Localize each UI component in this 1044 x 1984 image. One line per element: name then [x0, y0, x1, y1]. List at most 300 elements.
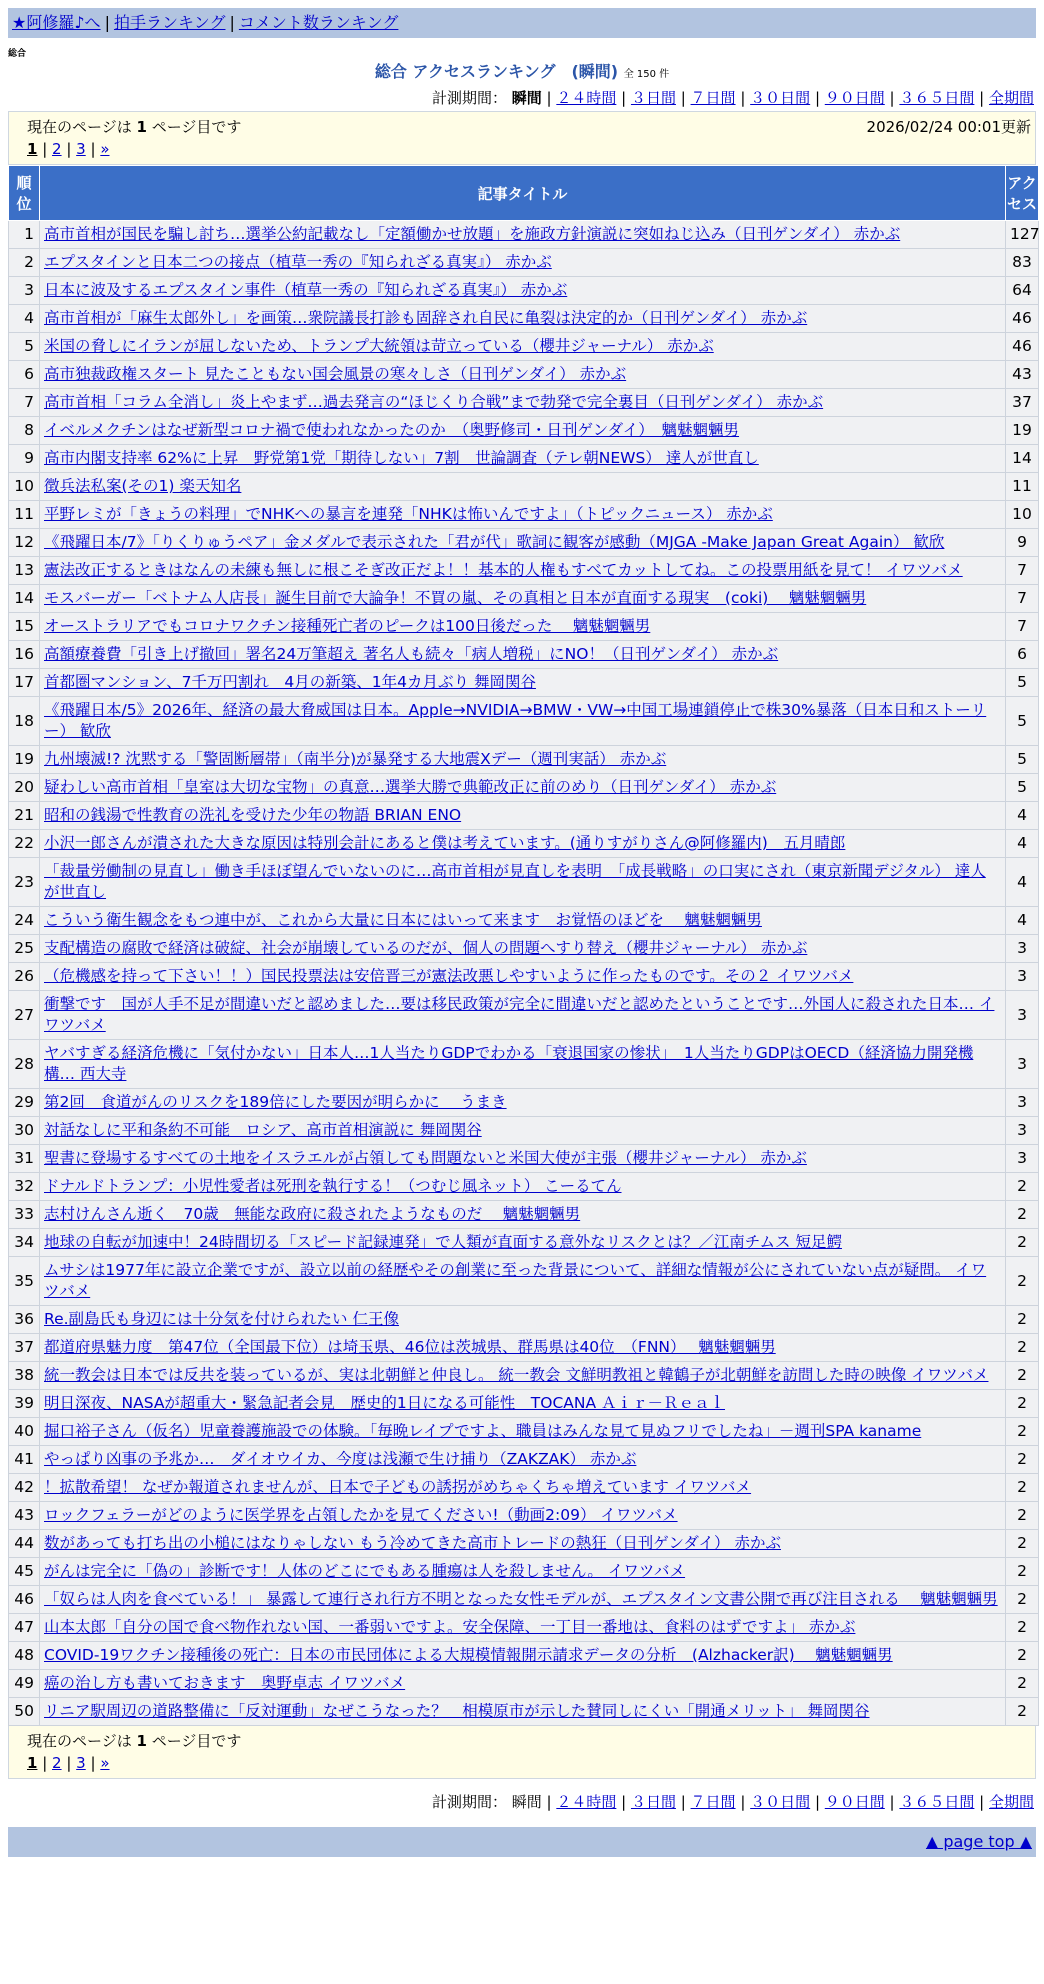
article-link[interactable]: 「奴らは人肉を食べている！」 暴露して連行され行方不明となった女性モデルが、エプスタイン文書公開で再び注目される 魑魅魍魎男	[44, 1590, 998, 1608]
title-cell	[40, 1418, 1006, 1446]
table-row	[9, 1530, 1039, 1558]
top-nav-bar	[8, 8, 1036, 38]
article-link[interactable]: 掘口裕子さん（仮名）児童養護施設での体験。「毎晩レイプですよ、職員はみんな見て見ぬフリでしたね」－週刊SPA kaname	[44, 1422, 922, 1440]
period-label: 計測期間：	[431, 89, 512, 107]
ranking-table	[8, 165, 1039, 1726]
rank-cell: 5	[9, 333, 40, 361]
access-cell: 2	[1006, 1418, 1039, 1446]
table-row	[9, 1670, 1039, 1698]
access-cell: 46	[1006, 333, 1039, 361]
access-cell: 2	[1006, 1201, 1039, 1229]
title-cell	[40, 1614, 1006, 1642]
access-cell: 2	[1006, 1558, 1039, 1586]
rank-cell: 24	[9, 907, 40, 935]
title-cell	[40, 361, 1006, 389]
table-row	[9, 1418, 1039, 1446]
article-link[interactable]: イベルメクチンはなぜ新型コロナ禍で使われなかったのか （奥野修司・日刊ゲンダイ） 魑魅魍魎男	[44, 421, 740, 439]
title-cell	[40, 802, 1006, 830]
rank-cell: 39	[9, 1390, 40, 1418]
access-cell: 83	[1006, 249, 1039, 277]
article-link[interactable]: 山本太郎「自分の国で食べ物作れない国、一番弱いですよ。安全保障、一丁目一番地は、食料のはずですよ」 赤かぶ	[44, 1618, 856, 1636]
access-cell: 3	[1006, 991, 1039, 1040]
table-row	[9, 1334, 1039, 1362]
access-cell: 5	[1006, 746, 1039, 774]
article-link[interactable]: エプスタインと日本二つの接点（植草一秀の『知られざる真実』） 赤かぶ	[44, 253, 552, 271]
table-row	[9, 585, 1039, 613]
article-link[interactable]: 首都圏マンション、7千万円割れ 4月の新築、1年4カ月ぶり 舞岡関谷	[44, 673, 536, 691]
page-link-3[interactable]: 3	[76, 1754, 86, 1772]
article-link[interactable]: 高市内閣支持率 62%に上昇 野党第1党「期待しない」7割 世論調査（テレ朝NEWS） 達人が世直し	[44, 449, 759, 467]
article-link[interactable]: （危機感を持って下さい！！）国民投票法は安倍晋三が憲法改悪しやすいように作ったものです。その２ イワツバメ	[44, 967, 854, 985]
access-cell: 3	[1006, 1089, 1039, 1117]
rank-cell: 37	[9, 1334, 40, 1362]
article-link[interactable]: 徴兵法私案(その1) 楽天知名	[44, 477, 242, 495]
access-cell: 2	[1006, 1334, 1039, 1362]
rank-cell: 8	[9, 417, 40, 445]
table-row	[9, 830, 1039, 858]
article-link[interactable]: やっぱり凶事の予兆か… ダイオウイカ、今度は浅瀬で生け捕り（ZAKZAK） 赤かぶ	[44, 1450, 637, 1468]
access-cell: 2	[1006, 1306, 1039, 1334]
rank-cell: 22	[9, 830, 40, 858]
title-cell	[40, 1201, 1006, 1229]
title-cell	[40, 277, 1006, 305]
title-cell	[40, 1670, 1006, 1698]
table-row	[9, 1474, 1039, 1502]
rank-cell: 13	[9, 557, 40, 585]
rank-cell: 49	[9, 1670, 40, 1698]
access-cell: 4	[1006, 858, 1039, 907]
title-cell	[40, 1306, 1006, 1334]
period-current: 瞬間	[511, 89, 542, 107]
article-link[interactable]: 聖書に登場するすべての土地をイスラエルが占領しても問題ないと米国大使が主張（櫻井ジャーナル） 赤かぶ	[44, 1149, 807, 1167]
rank-cell: 48	[9, 1642, 40, 1670]
rank-cell: 27	[9, 991, 40, 1040]
table-row	[9, 1257, 1039, 1306]
item-count: 全 150 件	[623, 69, 670, 80]
access-cell: 46	[1006, 305, 1039, 333]
table-row	[9, 1117, 1039, 1145]
rank-cell: 26	[9, 963, 40, 991]
access-cell: 9	[1006, 529, 1039, 557]
article-link[interactable]: 米国の脅しにイランが屈しないため、トランプ大統領は苛立っている（櫻井ジャーナル） 赤かぶ	[44, 337, 714, 355]
article-link[interactable]: 統一教会は日本では反共を装っているが、実は北朝鮮と仲良し。 統一教会 文鮮明教祖と韓鶴子が北朝鮮を訪問した時の映像 イワツバメ	[44, 1366, 989, 1384]
access-cell: 14	[1006, 445, 1039, 473]
access-cell: 64	[1006, 277, 1039, 305]
table-row	[9, 1362, 1039, 1390]
access-cell: 10	[1006, 501, 1039, 529]
article-link[interactable]: 数があっても打ち出の小槌にはなりゃしない もう冷めてきた高市トレードの熱狂（日刊ゲンダイ） 赤かぶ	[44, 1534, 781, 1552]
article-link[interactable]: COVID-19ワクチン接種後の死亡：日本の市民団体による大規模情報開示請求データの分析 (Alzhacker訳) 魑魅魍魎男	[44, 1646, 893, 1664]
article-link[interactable]: 明日深夜、NASAが超重大・緊急記者会見 歴史的1日になる可能性 TOCANA Ａｉｒ－Ｒｅａｌ	[44, 1394, 726, 1412]
table-row	[9, 1558, 1039, 1586]
table-row	[9, 529, 1039, 557]
period-link-0[interactable]: ２４時間	[556, 89, 617, 107]
title-cell	[40, 1117, 1006, 1145]
rank-cell: 43	[9, 1502, 40, 1530]
article-link[interactable]: 《飛躍日本/7》「りくりゅうペア」金メダルで表示された「君が代」歌詞に観客が感動（MJGA -Make Japan Great Again） 歓欣	[44, 533, 945, 551]
rank-cell: 29	[9, 1089, 40, 1117]
page-top-link[interactable]: ▲ page top ▲	[925, 1832, 1032, 1851]
table-row	[9, 1502, 1039, 1530]
rank-cell: 35	[9, 1257, 40, 1306]
rank-cell: 33	[9, 1201, 40, 1229]
rank-cell: 18	[9, 697, 40, 746]
title-cell	[40, 1334, 1006, 1362]
period-link-3[interactable]: ３０日間	[750, 89, 811, 107]
category-label: 総合	[8, 49, 27, 59]
table-row	[9, 1642, 1039, 1670]
table-row	[9, 1173, 1039, 1201]
title-header: 記事タイトル	[40, 166, 1006, 221]
article-link[interactable]: 高市首相「コラム全消し」炎上やまず…過去発言の“ほじくり合戦”まで勃発で完全裏目（日刊ゲンダイ） 赤かぶ	[44, 393, 824, 411]
article-link[interactable]: 疑わしい高市首相「皇室は大切な宝物」の真意…選挙大勝で典範改正に前のめり（日刊ゲンダイ） 赤かぶ	[44, 778, 777, 796]
rank-cell: 17	[9, 669, 40, 697]
title-cell	[40, 389, 1006, 417]
period-link-6[interactable]: 全期間	[988, 89, 1034, 107]
article-link[interactable]: 日本に波及するエプスタイン事件（植草一秀の『知られざる真実』） 赤かぶ	[44, 281, 568, 299]
table-row	[9, 1229, 1039, 1257]
table-row	[9, 249, 1039, 277]
rank-cell: 4	[9, 305, 40, 333]
rank-cell: 20	[9, 774, 40, 802]
rank-cell: 6	[9, 361, 40, 389]
period-link-6[interactable]: 全期間	[988, 1793, 1034, 1811]
title-cell	[40, 249, 1006, 277]
article-link[interactable]: 高市独裁政権スタート 見たこともない国会風景の寒々しさ（日刊ゲンダイ） 赤かぶ	[44, 365, 627, 383]
article-link[interactable]: 高市首相が「麻生太郎外し」を画策…衆院議長打診も固辞され自民に亀裂は決定的か（日刊ゲンダイ） 赤かぶ	[44, 309, 808, 327]
title-cell	[40, 1530, 1006, 1558]
rank-cell: 15	[9, 613, 40, 641]
table-row	[9, 221, 1039, 249]
article-link[interactable]: 九州壊滅!? 沈黙する「警固断層帯」（南半分)が暴発する大地震Xデー（週刊実話） 赤かぶ	[44, 750, 667, 768]
rank-cell: 45	[9, 1558, 40, 1586]
table-row	[9, 473, 1039, 501]
access-cell: 2	[1006, 1257, 1039, 1306]
period-link-1[interactable]: ３日間	[630, 1793, 676, 1811]
rank-cell: 9	[9, 445, 40, 473]
rank-cell: 32	[9, 1173, 40, 1201]
title-cell	[40, 1040, 1006, 1089]
title-cell	[40, 585, 1006, 613]
article-link[interactable]: ムサシは1977年に設立企業ですが、設立以前の経歴やその創業に至った背景について、詳細な情報が公にされていない点が疑問。 イワツバメ	[44, 1261, 987, 1300]
access-cell: 2	[1006, 1530, 1039, 1558]
article-link[interactable]: 対話なしに平和条約不可能 ロシア、高市首相演説に 舞岡関谷	[44, 1121, 482, 1139]
period-link-5[interactable]: ３６５日間	[899, 89, 975, 107]
table-row	[9, 557, 1039, 585]
title-cell	[40, 1390, 1006, 1418]
access-cell: 11	[1006, 473, 1039, 501]
table-row	[9, 1614, 1039, 1642]
rank-cell: 28	[9, 1040, 40, 1089]
access-cell: 3	[1006, 963, 1039, 991]
table-row	[9, 305, 1039, 333]
bottom-bar	[8, 1827, 1036, 1857]
title-cell	[40, 529, 1006, 557]
access-cell: 7	[1006, 557, 1039, 585]
period-link-2[interactable]: ７日間	[690, 1793, 736, 1811]
next-page-link[interactable]: »	[100, 140, 110, 158]
pager-bottom	[8, 1726, 1036, 1779]
access-cell: 2	[1006, 1586, 1039, 1614]
access-cell: 37	[1006, 389, 1039, 417]
table-row	[9, 1201, 1039, 1229]
rank-cell: 40	[9, 1418, 40, 1446]
title-cell	[40, 935, 1006, 963]
title-cell	[40, 641, 1006, 669]
title-cell	[40, 1642, 1006, 1670]
access-cell: 2	[1006, 1390, 1039, 1418]
rank-cell: 3	[9, 277, 40, 305]
table-row	[9, 501, 1039, 529]
title-cell	[40, 417, 1006, 445]
access-cell: 4	[1006, 830, 1039, 858]
period-selector: 計測期間： 瞬間 | ２４時間 | ３日間 | ７日間 | ３０日間 | ９０日間 | ３６５日間 | 全期間	[431, 1793, 1034, 1811]
period-link-4[interactable]: ９０日間	[824, 1793, 885, 1811]
access-cell: 19	[1006, 417, 1039, 445]
period-link-0[interactable]: ２４時間	[556, 1793, 617, 1811]
clap-ranking-link[interactable]: 拍手ランキング	[113, 13, 226, 32]
access-cell: 3	[1006, 1040, 1039, 1089]
rank-cell: 21	[9, 802, 40, 830]
home-link[interactable]: ★阿修羅♪へ	[12, 13, 101, 32]
title-cell	[40, 697, 1006, 746]
title-cell	[40, 221, 1006, 249]
title-cell	[40, 305, 1006, 333]
rank-cell: 36	[9, 1306, 40, 1334]
period-link-5[interactable]: ３６５日間	[899, 1793, 975, 1811]
access-cell: 4	[1006, 802, 1039, 830]
article-link[interactable]: ！拡散希望！ なぜか報道されませんが、日本で子どもの誘拐がめちゃくちゃ増えています イワツバメ	[44, 1478, 752, 1496]
table-row	[9, 641, 1039, 669]
access-cell: 2	[1006, 1502, 1039, 1530]
period-label: 計測期間：	[431, 1793, 512, 1811]
access-cell: 2	[1006, 1614, 1039, 1642]
title-cell	[40, 1229, 1006, 1257]
access-cell: 5	[1006, 697, 1039, 746]
title-cell	[40, 1586, 1006, 1614]
table-row	[9, 746, 1039, 774]
current-page-info: 現在のページは 1 ページ目です	[27, 1732, 242, 1750]
table-row	[9, 669, 1039, 697]
title-cell	[40, 1362, 1006, 1390]
article-link[interactable]: リニア駅周辺の道路整備に「反対運動」なぜこうなった？ 相模原市が示した賛同しにくい「開通メリット」 舞岡関谷	[44, 1702, 870, 1720]
title-cell	[40, 774, 1006, 802]
rank-cell: 16	[9, 641, 40, 669]
access-cell: 43	[1006, 361, 1039, 389]
access-cell: 7	[1006, 585, 1039, 613]
page-link-3[interactable]: 3	[76, 140, 86, 158]
page-link-2[interactable]: 2	[52, 140, 62, 158]
article-link[interactable]: 第2回 食道がんのリスクを189倍にした要因が明らかに うまき	[44, 1093, 507, 1111]
title-cell	[40, 1173, 1006, 1201]
rank-cell: 19	[9, 746, 40, 774]
table-row	[9, 1390, 1039, 1418]
table-row	[9, 858, 1039, 907]
table-row	[9, 963, 1039, 991]
access-cell: 5	[1006, 774, 1039, 802]
rank-cell: 7	[9, 389, 40, 417]
article-link[interactable]: ドナルドトランプ：小児性愛者は死刑を執行する！（つむじ風ネット） こーるてん	[44, 1177, 622, 1195]
article-link[interactable]: 平野レミが「きょうの料理」でNHKへの暴言を連発「NHKは怖いんですよ」（トピックニュース） 赤かぶ	[44, 505, 773, 523]
rank-cell: 11	[9, 501, 40, 529]
rank-cell: 42	[9, 1474, 40, 1502]
rank-header: 順位	[9, 166, 40, 221]
article-link[interactable]: オーストラリアでもコロナワクチン接種死亡者のピークは100日後だった 魑魅魍魎男	[44, 617, 651, 635]
period-link-1[interactable]: ３日間	[630, 89, 676, 107]
page-links: 1 | 2 | 3 | »	[27, 140, 110, 158]
table-row	[9, 613, 1039, 641]
title-cell	[40, 830, 1006, 858]
rank-cell: 10	[9, 473, 40, 501]
table-row	[9, 1586, 1039, 1614]
article-link[interactable]: 高額療養費「引き上げ撤回」署名24万筆超え 著名人も続々「病人増税」にNO！（日刊ゲンダイ） 赤かぶ	[44, 645, 779, 663]
period-link-4[interactable]: ９０日間	[824, 89, 885, 107]
rank-cell: 25	[9, 935, 40, 963]
article-link[interactable]: 昭和の銭湯で性教育の洗礼を受けた少年の物語 BRIAN ENO	[44, 806, 462, 824]
access-cell: 2	[1006, 1229, 1039, 1257]
rank-cell: 1	[9, 221, 40, 249]
period-link-2[interactable]: ７日間	[690, 89, 736, 107]
rank-cell: 30	[9, 1117, 40, 1145]
article-link[interactable]: モスバーガー「ベトナム人店長」誕生目前で大論争！不買の嵐、その真相と日本が直面する現実 (coki) 魑魅魍魎男	[44, 589, 867, 607]
title-cell	[40, 1145, 1006, 1173]
page-current: 1	[27, 1754, 38, 1772]
rank-cell: 2	[9, 249, 40, 277]
table-row	[9, 1698, 1039, 1726]
title-cell	[40, 907, 1006, 935]
table-row	[9, 417, 1039, 445]
rank-cell: 31	[9, 1145, 40, 1173]
article-link[interactable]: 都道府県魅力度 第47位（全国最下位）は埼玉県、46位は茨城県、群馬県は40位 （FNN） 魑魅魍魎男	[44, 1338, 776, 1356]
title-cell	[40, 1257, 1006, 1306]
rank-cell: 23	[9, 858, 40, 907]
rank-cell: 50	[9, 1698, 40, 1726]
title-cell	[40, 746, 1006, 774]
comment-ranking-link[interactable]: コメント数ランキング	[238, 13, 399, 32]
access-cell: 7	[1006, 613, 1039, 641]
access-header: アクセス	[1006, 166, 1039, 221]
title-cell	[40, 1089, 1006, 1117]
access-cell: 3	[1006, 1145, 1039, 1173]
article-link[interactable]: がんは完全に「偽の」診断です！人体のどこにでもある腫瘍は人を殺しません。 イワツバメ	[44, 1562, 686, 1580]
title-cell	[40, 1502, 1006, 1530]
access-cell: 5	[1006, 669, 1039, 697]
table-row	[9, 361, 1039, 389]
title-cell	[40, 1698, 1006, 1726]
period-link-3[interactable]: ３０日間	[750, 1793, 811, 1811]
table-row	[9, 1306, 1039, 1334]
next-page-link[interactable]: »	[100, 1754, 110, 1772]
table-row	[9, 774, 1039, 802]
table-row	[9, 935, 1039, 963]
article-link[interactable]: 「裁量労働制の見直し」働き手ほぼ望んでいないのに…高市首相が見直しを表明 「成長戦略」の口実にされ（東京新聞デジタル） 達人が世直し	[44, 862, 986, 901]
rank-cell: 34	[9, 1229, 40, 1257]
article-link[interactable]: 憲法改正するときはなんの未練も無しに根こそぎ改正だよ！！基本的人権もすべてカットしてね。この投票用紙を見て！ イワツバメ	[44, 561, 963, 579]
rank-cell: 41	[9, 1446, 40, 1474]
table-row	[9, 1446, 1039, 1474]
article-link[interactable]: Re.副島氏も身辺には十分気を付けられたい 仁王像	[44, 1310, 399, 1328]
table-row	[9, 697, 1039, 746]
page-title	[8, 62, 1036, 85]
article-link[interactable]: 小沢一郎さんが潰された大きな原因は特別会計にあると僕は考えています。(通りすがりさん@阿修羅内) 五月晴郎	[44, 834, 846, 852]
rank-cell: 44	[9, 1530, 40, 1558]
article-link[interactable]: 衝撃です 国が人手不足が間違いだと認めました…要は移民政策が完全に間違いだと認めたということです…外国人に殺された日本… イワツバメ	[44, 995, 995, 1034]
access-cell: 2	[1006, 1670, 1039, 1698]
access-cell: 3	[1006, 1117, 1039, 1145]
page-current: 1	[27, 140, 38, 158]
title-cell	[40, 963, 1006, 991]
nav-separator: |	[104, 13, 110, 32]
page-links: 1 | 2 | 3 | »	[27, 1754, 110, 1772]
table-row	[9, 1145, 1039, 1173]
title-cell	[40, 473, 1006, 501]
article-link[interactable]: ロックフェラーがどのように医学界を占領したかを見てください!（動画2:09） イワツバメ	[44, 1506, 678, 1524]
title-cell	[40, 991, 1006, 1040]
title-cell	[40, 1446, 1006, 1474]
nav-separator: |	[229, 13, 235, 32]
rank-cell: 46	[9, 1586, 40, 1614]
article-link[interactable]: 志村けんさん逝く 70歳 無能な政府に殺されたようなものだ 魑魅魍魎男	[44, 1205, 581, 1223]
title-cell	[40, 669, 1006, 697]
access-cell: 6	[1006, 641, 1039, 669]
rank-cell: 12	[9, 529, 40, 557]
title-cell	[40, 858, 1006, 907]
current-page-info: 現在のページは 1 ページ目です	[27, 118, 242, 136]
access-cell: 2	[1006, 1474, 1039, 1502]
table-row	[9, 907, 1039, 935]
title-cell	[40, 1558, 1006, 1586]
access-cell: 2	[1006, 1698, 1039, 1726]
article-link[interactable]: 地球の自転が加速中！24時間切る「スピード記録連発」で人類が直面する意外なリスクとは？／江南チムス 短足鰐	[44, 1233, 842, 1251]
rank-cell: 38	[9, 1362, 40, 1390]
period-selector: 計測期間： 瞬間 | ２４時間 | ３日間 | ７日間 | ３０日間 | ９０日間 | ３６５日間 | 全期間	[431, 89, 1034, 107]
article-link[interactable]: 高市首相が国民を騙し討ち…選挙公約記載なし「定額働かせ放題」を施政方針演説に突如ねじ込み（日刊ゲンダイ） 赤かぶ	[44, 225, 901, 243]
article-link[interactable]: こういう衛生観念をもつ連中が、これから大量に日本にはいって来ます お覚悟のほどを 魑魅魍魎男	[44, 911, 762, 929]
access-cell: 2	[1006, 1362, 1039, 1390]
pager-top	[8, 111, 1036, 165]
access-cell: 2	[1006, 1446, 1039, 1474]
ranking-title: 総合 アクセスランキング (瞬間)	[374, 62, 619, 81]
title-cell	[40, 333, 1006, 361]
table-row	[9, 1089, 1039, 1117]
access-cell: 3	[1006, 935, 1039, 963]
access-cell: 2	[1006, 1642, 1039, 1670]
table-row	[9, 389, 1039, 417]
article-link[interactable]: 支配構造の腐敗で経済は破綻、社会が崩壊しているのだが、個人の問題へすり替え（櫻井ジャーナル） 赤かぶ	[44, 939, 808, 957]
rank-cell: 47	[9, 1614, 40, 1642]
article-link[interactable]: 《飛躍日本/5》2026年、経済の最大脅威国は日本。Apple→NVIDIA→BMW・VW→中国工場連鎖停止で株30%暴落（日本日和ストーリー） 歓欣	[44, 701, 987, 740]
table-row	[9, 802, 1039, 830]
access-cell: 2	[1006, 1173, 1039, 1201]
page-link-2[interactable]: 2	[52, 1754, 62, 1772]
table-row	[9, 333, 1039, 361]
access-cell: 4	[1006, 907, 1039, 935]
article-link[interactable]: 癌の治し方も書いておきます 奥野卓志 イワツバメ	[44, 1674, 406, 1692]
updated-timestamp: 2026/02/24 00:01更新	[866, 118, 1031, 136]
article-link[interactable]: ヤバすぎる経済危機に「気付かない」日本人…1人当たりGDPでわかる「衰退国家の惨状」 1人当たりGDPはOECD（経済協力開発機構… 西大寺	[44, 1044, 974, 1083]
rank-cell: 14	[9, 585, 40, 613]
table-row	[9, 1040, 1039, 1089]
title-cell	[40, 1474, 1006, 1502]
title-cell	[40, 501, 1006, 529]
table-row	[9, 991, 1039, 1040]
title-cell	[40, 557, 1006, 585]
title-cell	[40, 613, 1006, 641]
title-cell	[40, 445, 1006, 473]
access-cell: 127	[1006, 221, 1039, 249]
period-current: 瞬間	[511, 1793, 542, 1811]
table-row	[9, 277, 1039, 305]
